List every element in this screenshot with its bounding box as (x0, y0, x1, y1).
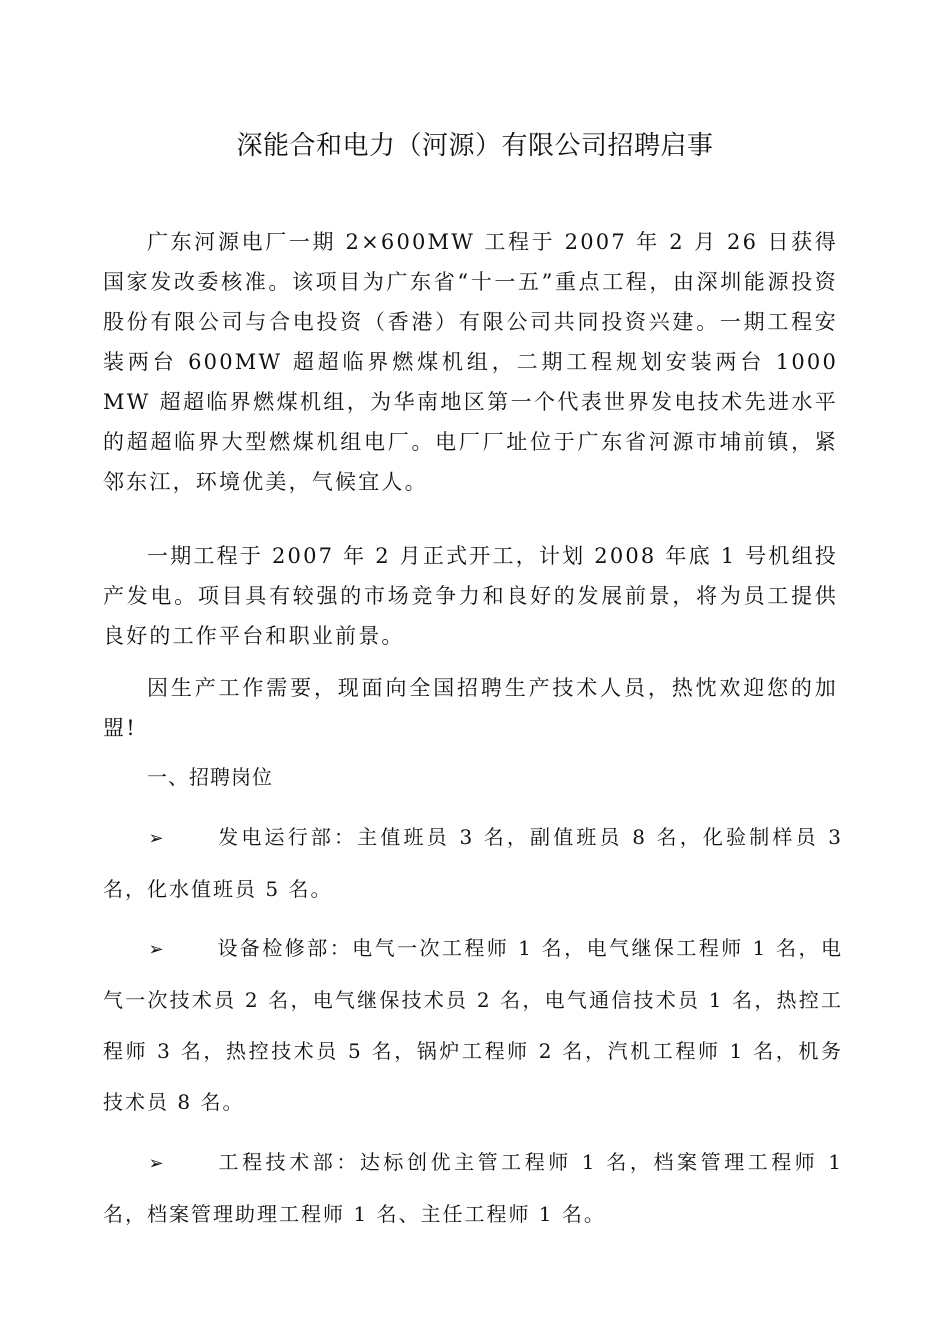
arrow-bullet-icon: ➢ (148, 939, 164, 960)
intro-paragraph: 广东河源电厂一期 2×600MW 工程于 2007 年 2 月 26 日获得国家发改委核准。该项目为广东省“十一五”重点工程，由深圳能源投资股份有限公司与合电投资（香港）有限公司共同投资兴建。一期工程安装两台 600MW 超超临界燃煤机组，二期工程规划安装两台 1000 MW 超超临界燃煤机组，为华南地区第一个代表世界发电技术先进水平的超超临界大型燃煤机组电厂。电厂厂址位于广东省河源市埔前镇，紧邻东江，环境优美，气候宜人。 (103, 230, 838, 494)
document-title: 深能合和电力（河源）有限公司招聘启事 (236, 131, 714, 161)
position-item-maintenance (103, 923, 843, 1128)
position-text: 设备检修部：电气一次工程师 1 名，电气继保工程师 1 名，电气一次技术员 2 名，电气继保技术员 2 名，电气通信技术员 1 名，热控工程师 3 名，热控技术员 5 名，锅炉工程师 2 名，汽机工程师 1 名，机务技术员 8 名。 (103, 936, 843, 1114)
arrow-bullet-icon: ➢ (148, 1153, 164, 1174)
invitation-paragraph: 因生产工作需要，现面向全国招聘生产技术人员，热忱欢迎您的加盟! (103, 676, 838, 740)
arrow-bullet-icon: ➢ (148, 828, 164, 849)
schedule-paragraph: 一期工程于 2007 年 2 月正式开工，计划 2008 年底 1 号机组投产发电。项目具有较强的市场竞争力和良好的发展前景，将为员工提供良好的工作平台和职业前景。 (103, 544, 838, 648)
position-text: 工程技术部：达标创优主管工程师 1 名，档案管理工程师 1 名，档案管理助理工程师 1 名、主任工程师 1 名。 (103, 1150, 843, 1226)
position-text: 发电运行部：主值班员 3 名，副值班员 8 名，化验制样员 3 名，化水值班员 5 名。 (103, 825, 843, 901)
section-heading-positions: 一、招聘岗位 (147, 765, 273, 789)
position-item-power-operation (103, 812, 843, 915)
position-item-engineering (103, 1137, 843, 1240)
